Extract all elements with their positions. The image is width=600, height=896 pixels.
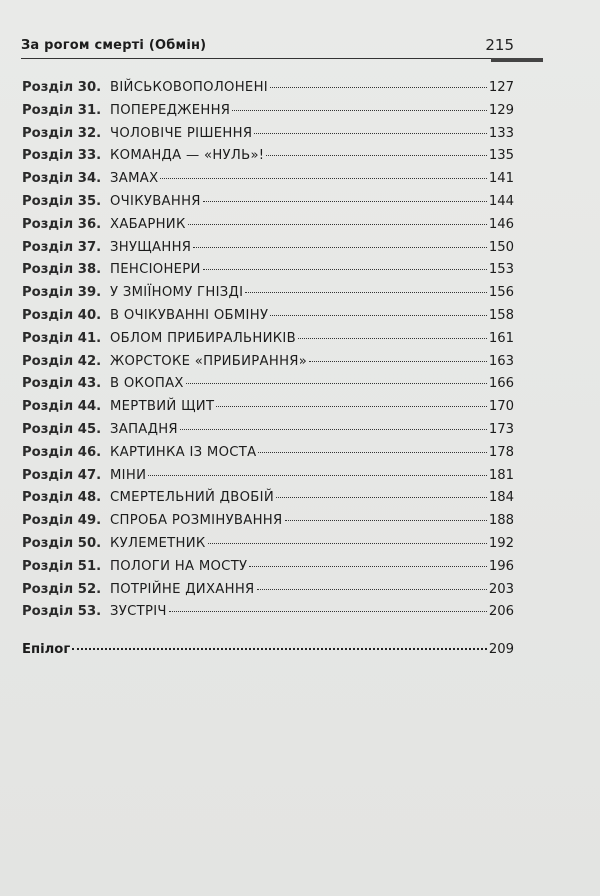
toc-entry-page: 156 <box>488 285 514 301</box>
toc-leader-dots <box>298 338 487 339</box>
toc-entry-label: Розділ 44. <box>22 399 102 415</box>
table-of-contents <box>22 80 514 627</box>
toc-entry[interactable] <box>22 285 514 308</box>
toc-leader-dots <box>232 110 487 111</box>
toc-entry-label: Розділ 31. <box>22 102 102 118</box>
toc-entry[interactable] <box>22 399 514 422</box>
toc-entry-label: Розділ 30. <box>22 80 102 95</box>
toc-entry-page: 206 <box>488 604 514 620</box>
toc-entry-epilog[interactable] <box>22 642 514 664</box>
toc-entry-page: 161 <box>488 330 514 346</box>
toc-entry[interactable] <box>22 536 514 559</box>
toc-entry-label: Розділ 36. <box>22 216 102 232</box>
toc-entry-label: Розділ 49. <box>22 513 102 529</box>
toc-entry-title: ЧОЛОВІЧЕ РІШЕННЯ <box>110 125 253 141</box>
toc-entry[interactable] <box>22 240 514 263</box>
toc-leader-dots <box>216 406 486 407</box>
toc-entry-label: Розділ 40. <box>22 307 102 323</box>
toc-entry-title: ЗУСТРІЧ <box>110 604 167 620</box>
toc-entry-label: Розділ 33. <box>22 148 102 164</box>
toc-entry-label: Розділ 42. <box>22 353 102 369</box>
toc-entry-page: 163 <box>488 353 514 369</box>
toc-entry-label: Розділ 51. <box>22 558 102 574</box>
toc-entry-title: У ЗМІЇНОМУ ГНІЗДІ <box>110 285 244 301</box>
toc-entry-page: 144 <box>488 193 514 209</box>
toc-entry-title: КАРТИНКА ІЗ МОСТА <box>110 444 257 460</box>
toc-entry-title: ПОПЕРЕДЖЕННЯ <box>110 102 231 118</box>
toc-leader-dots <box>249 566 486 567</box>
toc-entry[interactable] <box>22 331 514 354</box>
toc-leader-dots <box>193 247 487 248</box>
toc-entry-title: ПОТРІЙНЕ ДИХАННЯ <box>110 581 255 597</box>
toc-leader-dots <box>203 269 487 270</box>
toc-entry-title: ПЕНСІОНЕРИ <box>110 262 201 278</box>
toc-entry[interactable] <box>22 262 514 285</box>
toc-entry[interactable] <box>22 103 514 126</box>
toc-entry-label: Епілог <box>22 642 71 657</box>
toc-entry-page: 170 <box>488 399 514 415</box>
toc-entry-title: В ОЧІКУВАННІ ОБМІНУ <box>110 307 269 323</box>
toc-entry-label: Розділ 50. <box>22 535 102 551</box>
toc-entry-page: 181 <box>488 467 514 483</box>
toc-entry[interactable] <box>22 604 514 627</box>
toc-leader-dots <box>188 224 487 225</box>
toc-entry-page: 133 <box>488 125 514 141</box>
toc-entry-title: ЗНУЩАННЯ <box>110 239 192 255</box>
toc-leader-dots <box>276 497 487 498</box>
toc-entry-label: Розділ 41. <box>22 330 102 346</box>
toc-entry-title: ЗАПАДНЯ <box>110 421 178 437</box>
toc-leader-dots <box>203 201 487 202</box>
toc-entry[interactable] <box>22 376 514 399</box>
toc-entry-label: Розділ 35. <box>22 193 102 209</box>
toc-entry[interactable] <box>22 126 514 149</box>
toc-entry-label: Розділ 38. <box>22 262 102 278</box>
toc-entry-page: 173 <box>488 421 514 437</box>
toc-entry-page: 184 <box>488 490 514 506</box>
toc-entry-label: Розділ 47. <box>22 467 102 483</box>
toc-leader-dots <box>309 361 487 362</box>
toc-entry[interactable] <box>22 490 514 513</box>
toc-entry-title: ЗАМАХ <box>110 171 159 187</box>
toc-entry-page: 153 <box>488 262 514 278</box>
toc-entry-label: Розділ 39. <box>22 285 102 301</box>
toc-entry[interactable] <box>22 513 514 536</box>
toc-entry-page: 135 <box>488 148 514 164</box>
toc-entry-label: Розділ 45. <box>22 421 102 437</box>
toc-entry[interactable] <box>22 308 514 331</box>
toc-entry-page: 127 <box>488 80 514 95</box>
toc-entry-title: ВІЙСЬКОВОПОЛОНЕНІ <box>110 80 268 95</box>
toc-entry[interactable] <box>22 559 514 582</box>
header-rule-accent <box>491 58 543 62</box>
toc-entry-label: Розділ 52. <box>22 581 102 597</box>
toc-entry-title: ЖОРСТОКЕ «ПРИБИРАННЯ» <box>110 353 308 369</box>
toc-leader-dots <box>186 383 487 384</box>
toc-entry-label: Розділ 37. <box>22 239 102 255</box>
toc-entry-page: 166 <box>488 376 514 392</box>
running-header <box>21 34 514 64</box>
toc-leader-dots <box>208 543 487 544</box>
toc-entry-page: 196 <box>488 558 514 574</box>
toc-entry[interactable] <box>22 80 514 103</box>
toc-entry[interactable] <box>22 148 514 171</box>
header-rule <box>21 58 514 59</box>
toc-entry-page: 141 <box>488 171 514 187</box>
toc-leader-dots <box>254 133 487 134</box>
toc-entry-page: 150 <box>488 239 514 255</box>
toc-leader-dots <box>245 292 486 293</box>
toc-entry-title: СМЕРТЕЛЬНИЙ ДВОБІЙ <box>110 490 274 506</box>
toc-entry[interactable] <box>22 468 514 491</box>
toc-leader-dots <box>257 589 487 590</box>
toc-entry-label: Розділ 53. <box>22 604 102 620</box>
toc-leader-dots <box>258 452 486 453</box>
toc-leader-dots <box>270 87 487 88</box>
toc-leader-dots <box>270 315 487 316</box>
toc-entry-page: 203 <box>488 581 514 597</box>
toc-entry-label: Розділ 32. <box>22 125 102 141</box>
toc-entry-title: В ОКОПАХ <box>110 376 184 392</box>
toc-leader-dots <box>285 520 487 521</box>
running-header-title: За рогом смерті (Обмін) <box>21 38 207 53</box>
toc-leader-dots <box>169 611 487 612</box>
toc-entry[interactable] <box>22 582 514 605</box>
toc-entry-title: СПРОБА РОЗМІНУВАННЯ <box>110 513 283 529</box>
toc-entry-page: 146 <box>488 216 514 232</box>
toc-entry-page: 209 <box>488 642 514 657</box>
toc-entry-label: Розділ 43. <box>22 376 102 392</box>
toc-leader-dots <box>72 648 487 650</box>
toc-entry-title: ПОЛОГИ НА МОСТУ <box>110 558 248 574</box>
toc-entry-title: ОБЛОМ ПРИБИРАЛЬНИКІВ <box>110 330 296 346</box>
toc-entry[interactable] <box>22 354 514 377</box>
toc-entry-page: 188 <box>488 513 514 529</box>
toc-entry-page: 192 <box>488 535 514 551</box>
toc-entry-label: Розділ 46. <box>22 444 102 460</box>
toc-entry-title: ОЧІКУВАННЯ <box>110 193 201 209</box>
toc-entry[interactable] <box>22 422 514 445</box>
toc-entry-page: 158 <box>488 307 514 323</box>
toc-entry-page: 129 <box>488 102 514 118</box>
toc-leader-dots <box>180 429 487 430</box>
toc-entry[interactable] <box>22 445 514 468</box>
toc-entry-title: ХАБАРНИК <box>110 216 186 232</box>
toc-entry-title: КУЛЕМЕТНИК <box>110 535 206 551</box>
toc-entry-label: Розділ 34. <box>22 171 102 187</box>
toc-entry[interactable] <box>22 217 514 240</box>
toc-leader-dots <box>160 178 486 179</box>
toc-entry-label: Розділ 48. <box>22 490 102 506</box>
toc-entry-title: МЕРТВИЙ ЩИТ <box>110 399 215 415</box>
page-number: 215 <box>485 36 514 54</box>
toc-entry[interactable] <box>22 171 514 194</box>
toc-leader-dots <box>266 155 486 156</box>
toc-entry-title: КОМАНДА — «НУЛЬ»! <box>110 148 265 164</box>
toc-entry-title: МІНИ <box>110 467 147 483</box>
toc-leader-dots <box>148 475 487 476</box>
toc-entry-page: 178 <box>488 444 514 460</box>
toc-entry[interactable] <box>22 194 514 217</box>
